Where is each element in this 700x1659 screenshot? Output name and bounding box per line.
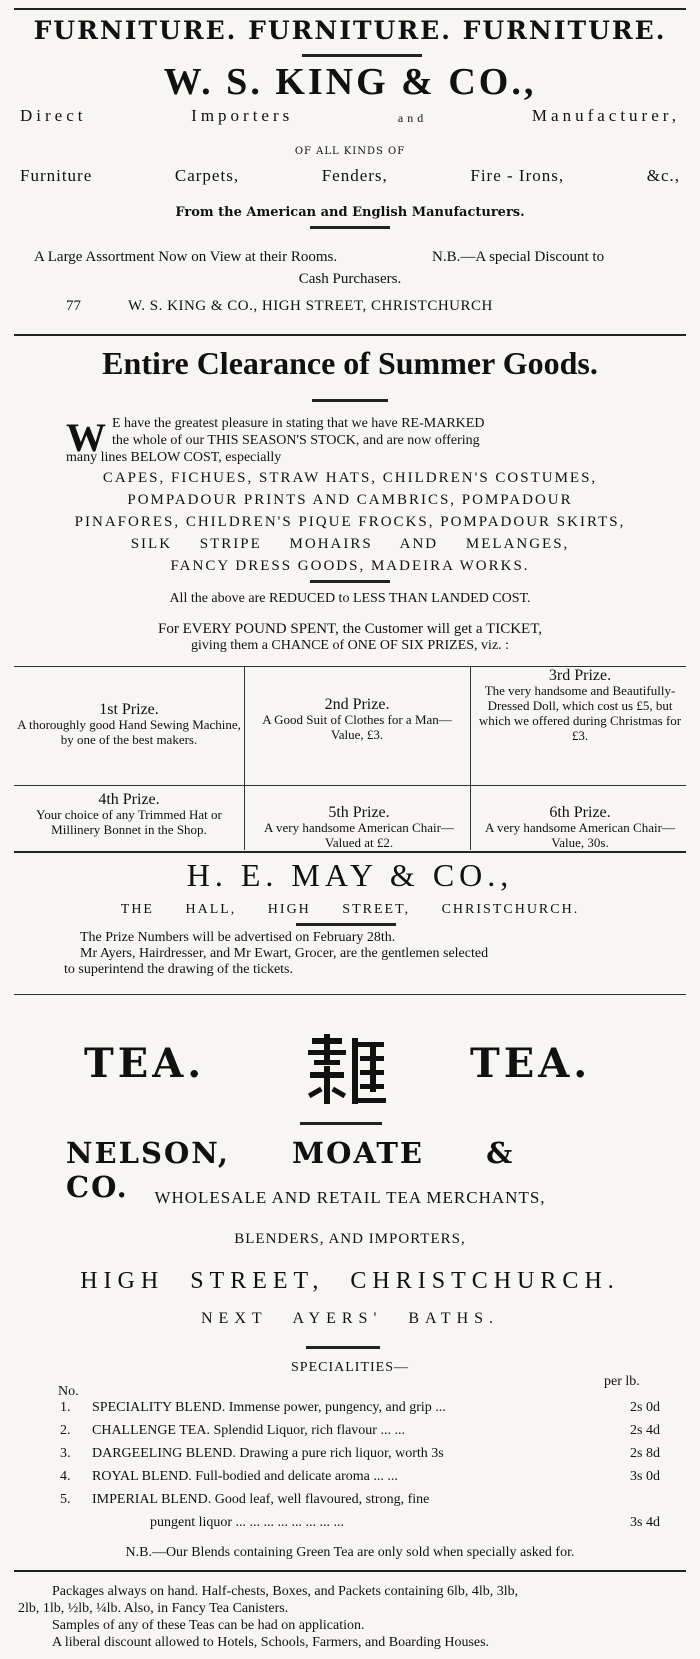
wsking-company-name: W. S. KING & CO., [163,61,537,103]
prize-table-bottom [14,851,686,853]
tea-list-item [60,1423,660,1439]
prize-4 [16,792,242,837]
prize-text: A very handsome American Chair—Value, 30s. [485,820,675,850]
prize-note-2: Mr Ayers, Hairdresser, and Mr Ewart, Grocer, are the gentlemen selected [80,946,489,961]
packages-line-3: Samples of any of these Teas can be had on application. [52,1618,365,1633]
packages-line-2: 2lb, 1lb, ½lb, ¼lb. Also, in Fancy Tea Canisters. [18,1601,289,1616]
prize-title: 2nd Prize. [324,696,390,713]
manufacturer-word: Manufacturer, [531,106,680,125]
prize-title: 5th Prize. [328,804,390,821]
item-price: 2s 0d [630,1400,660,1415]
item-number: 4. [60,1469,71,1484]
divider [296,923,396,926]
hemay-address: THE HALL, HIGH STREET, CHRISTCHURCH. [120,902,580,917]
top-rule [14,8,686,10]
importers-line [20,106,680,126]
intro-line-1: E have the greatest pleasure in stating that we have RE-MARKED [112,416,485,431]
clearance-title: Entire Clearance of Summer Goods. [102,345,598,381]
item-description: ROYAL BLEND. Full-bodied and delicate aroma ... ... [92,1469,398,1484]
divider [300,1122,382,1125]
blenders-line: BLENDERS, AND IMPORTERS, [234,1231,466,1247]
tea-list-item [60,1400,660,1416]
prize-note-1: The Prize Numbers will be advertised on February 28th. [80,930,396,945]
tea-right: TEA. [470,1040,592,1087]
pound-line-1: For EVERY POUND SPENT, the Customer will get a TICKET, [157,621,542,637]
assortment-text: A Large Assortment Now on View at their Rooms. [34,249,338,265]
high-street-line: HIGH STREET, CHRISTCHURCH. [80,1268,620,1294]
divider [302,54,422,57]
item-description: DARGEELING BLEND. Drawing a pure rich liquor, worth 3s [92,1446,444,1461]
prize-1 [16,702,242,747]
discount-note: N.B.—A special Discount to [432,249,605,265]
goods-line: CAPES, FICHUES, STRAW HATS, CHILDREN'S COSTUMES, [102,470,598,486]
fire-irons-word: Fire - Irons, [470,166,565,185]
col-per-lb-header: per lb. [604,1374,640,1389]
prize-title: 4th Prize. [98,791,160,808]
importers-word: Importers [191,106,294,125]
prize-title: 6th Prize. [549,804,611,821]
section-rule [14,994,686,995]
wholesale-line: WHOLESALE AND RETAIL TEA MERCHANTS, [154,1188,546,1207]
item-description: pungent liquor ... ... ... ... ... ... ... ... [150,1515,345,1530]
prize-2 [254,697,460,742]
item-number: 3. [60,1446,71,1461]
intro-line-3: many lines BELOW COST, especially [66,450,282,465]
prize-column-divider [244,666,245,850]
intro-line-2: the whole of our THIS SEASON'S STOCK, and are now offering [112,433,480,448]
tea-list-item [60,1469,660,1485]
direct-word: Direct [20,106,87,125]
of-all-kinds: OF ALL KINDS OF [294,146,406,157]
goods-line: POMPADOUR PRINTS AND CAMBRICS, POMPADOUR [127,492,573,508]
tea-list-item [90,1515,660,1531]
chinese-seal-icon [304,1032,390,1108]
goods-line: PINAFORES, CHILDREN'S PIQUE FROCKS, POMPADOUR SKIRTS, [74,514,626,530]
specialities-heading: SPECIALITIES— [291,1360,409,1375]
reduced-notice: All the above are REDUCED to LESS THAN LANDED COST. [169,591,531,606]
prize-text: A very handsome American Chair—Valued at £2. [264,820,454,850]
item-number: 1. [60,1400,71,1415]
prize-text: A Good Suit of Clothes for a Man—Value, £3. [262,712,452,742]
prize-text: A thoroughly good Hand Sewing Machine, by one of the best makers. [17,717,241,747]
item-price: 3s 0d [630,1469,660,1484]
section-rule [14,334,686,336]
item-price [610,1492,660,1508]
item-description: SPECIALITY BLEND. Immense power, pungency, and grip ... [92,1400,446,1415]
furniture-line [20,166,680,186]
item-number: 2. [60,1423,71,1438]
goods-line: FANCY DRESS GOODS, MADEIRA WORKS. [170,558,530,574]
divider [306,1346,380,1349]
packages-line-4: A liberal discount allowed to Hotels, Schools, Farmers, and Boarding Houses. [52,1635,490,1650]
divider [310,580,390,583]
pound-line-2: giving them a CHANCE of ONE OF SIX PRIZES, viz. : [190,638,510,653]
hemay-company-name: H. E. MAY & CO., [186,857,514,893]
divider [310,226,390,229]
prize-3 [474,668,686,743]
ad-number: 77 [66,298,81,314]
furniture-banner: FURNITURE. FURNITURE. FURNITURE. [33,16,667,45]
item-price: 3s 4d [630,1515,660,1530]
prize-5 [252,805,466,850]
carpets-word: Carpets, [174,166,240,185]
col-no-header: No. [58,1384,79,1399]
item-number: 5. [60,1492,71,1507]
tea-list-item [60,1492,660,1508]
from-manufacturers: From the American and English Manufacturers. [175,205,525,220]
divider [312,399,388,402]
section-rule [14,1570,686,1572]
furniture-word: Furniture [20,166,93,185]
packages-line-1: Packages always on hand. Half-chests, Boxes, and Packets containing 6lb, 4lb, 3lb, [52,1584,519,1599]
prize-column-divider [470,666,471,850]
item-price: 2s 8d [630,1446,660,1461]
tea-left: TEA. [84,1040,206,1087]
cash-purchasers: Cash Purchasers. [298,271,402,287]
prize-note-3: to superintend the drawing of the tickets. [64,962,293,977]
etc-word: &c., [646,166,680,185]
prize-text: The very handsome and Beautifully-Dressed Doll, which cost us £5, but which we offered during Christmas for £3. [478,683,682,743]
prize-row-divider [14,785,686,786]
wsking-address: W. S. KING & CO., HIGH STREET, CHRISTCHURCH [128,298,493,314]
tea-list-item [60,1446,660,1462]
prize-6 [474,805,686,850]
fenders-word: Fenders, [321,166,388,185]
prize-text: Your choice of any Trimmed Hat or Millinery Bonnet in the Shop. [36,807,222,837]
green-tea-note: N.B.—Our Blends containing Green Tea are only sold when specially asked for. [125,1545,575,1560]
item-price: 2s 4d [630,1423,660,1438]
nelson-company-text: NELSON, MOATE & CO. [66,1136,515,1204]
prize-title: 3rd Prize. [548,667,612,684]
drop-cap-w: W [66,415,106,460]
prize-title: 1st Prize. [99,701,159,718]
goods-line: SILK STRIPE MOHAIRS AND MELANGES, [130,536,570,552]
item-description: CHALLENGE TEA. Splendid Liquor, rich flavour ... ... [92,1423,405,1438]
and-word: and [397,111,428,125]
next-baths-line: NEXT AYERS' BATHS. [200,1310,500,1327]
item-description: IMPERIAL BLEND. Good leaf, well flavoured, strong, fine [92,1492,430,1507]
